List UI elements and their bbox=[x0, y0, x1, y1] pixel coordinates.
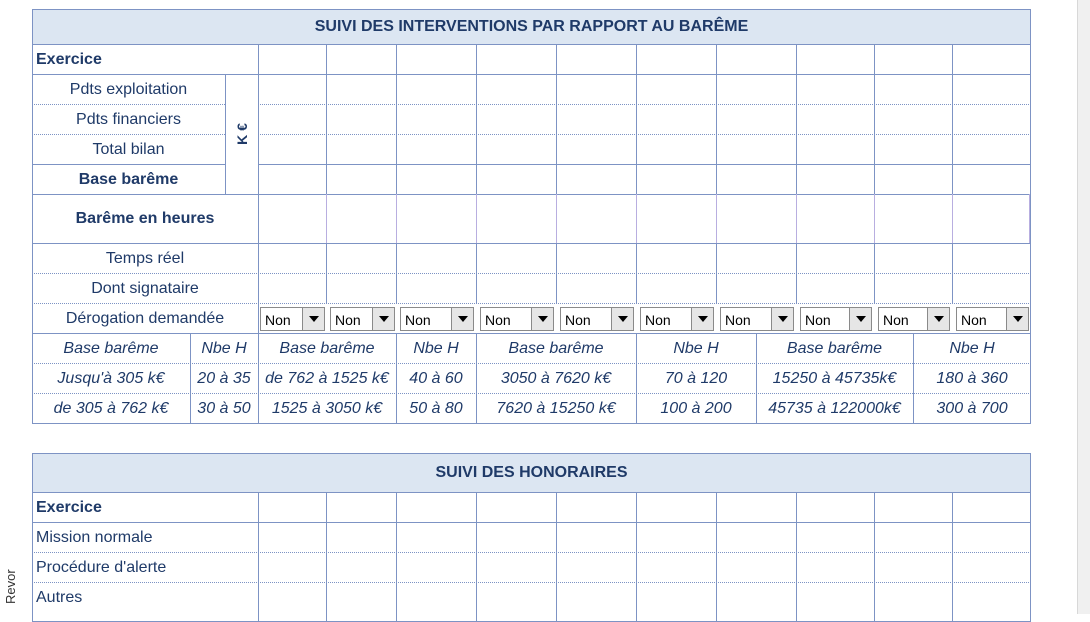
chevron-down-icon[interactable] bbox=[372, 308, 394, 330]
scale-cell: 40 à 60 bbox=[409, 369, 463, 387]
row-label-bareme-heures: Barême en heures bbox=[75, 210, 215, 227]
scale-cell: 1525 à 3050 k€ bbox=[271, 399, 383, 417]
derogation-select-8[interactable]: Non bbox=[800, 307, 872, 331]
scale-cell: 20 à 35 bbox=[197, 369, 251, 387]
scale-cell: Jusqu'à 305 k€ bbox=[57, 369, 165, 387]
row-label-pdts-exploitation: Pdts exploitation bbox=[69, 80, 188, 98]
derogation-select-10[interactable]: Non bbox=[956, 307, 1029, 331]
scale-header: Nbe H bbox=[201, 339, 247, 357]
scale-header: Nbe H bbox=[949, 339, 995, 357]
chevron-down-icon[interactable] bbox=[451, 308, 473, 330]
row-label-derogation: Dérogation demandée bbox=[65, 309, 225, 327]
scale-cell: 45735 à 122000k€ bbox=[768, 399, 901, 417]
scale-header: Base barême bbox=[63, 339, 159, 357]
vertical-scrollbar[interactable] bbox=[1077, 0, 1090, 614]
derogation-select-4[interactable]: Non bbox=[480, 307, 554, 331]
honoraires-autres: Autres bbox=[36, 588, 83, 606]
scale-cell: 50 à 80 bbox=[409, 399, 463, 417]
side-label: Revor bbox=[3, 569, 18, 604]
honoraires-mission-normale: Mission normale bbox=[36, 528, 153, 546]
row-label-exercice: Exercice bbox=[36, 50, 102, 68]
honoraires-exercice: Exercice bbox=[36, 498, 102, 516]
scale-cell: de 762 à 1525 k€ bbox=[265, 369, 389, 387]
derogation-select-6[interactable]: Non bbox=[640, 307, 714, 331]
chevron-down-icon[interactable] bbox=[531, 308, 553, 330]
chevron-down-icon[interactable] bbox=[1006, 308, 1028, 330]
scale-cell: de 305 à 762 k€ bbox=[53, 399, 169, 417]
derogation-select-2[interactable]: Non bbox=[330, 307, 395, 331]
scale-header: Base barême bbox=[279, 339, 375, 357]
scale-header: Nbe H bbox=[413, 339, 459, 357]
derogation-select-1[interactable]: Non bbox=[260, 307, 325, 331]
scale-cell: 300 à 700 bbox=[936, 399, 1008, 417]
scale-cell: 70 à 120 bbox=[664, 369, 728, 387]
derogation-select-5[interactable]: Non bbox=[560, 307, 634, 331]
honoraires-table bbox=[32, 492, 1031, 622]
honoraires-title: SUIVI DES HONORAIRES bbox=[32, 453, 1031, 493]
scale-header: Nbe H bbox=[673, 339, 719, 357]
chevron-down-icon[interactable] bbox=[302, 308, 324, 330]
chevron-down-icon[interactable] bbox=[927, 308, 949, 330]
row-label-dont-signataire: Dont signataire bbox=[91, 279, 199, 297]
scale-header: Base barême bbox=[786, 339, 883, 357]
honoraires-procedure-alerte: Procédure d'alerte bbox=[36, 558, 167, 576]
row-label-temps-reel: Temps réel bbox=[105, 249, 185, 267]
scale-cell: 30 à 50 bbox=[197, 399, 251, 417]
scale-cell: 7620 à 15250 k€ bbox=[496, 399, 616, 417]
derogation-select-9[interactable]: Non bbox=[878, 307, 950, 331]
scale-cell: 15250 à 45735k€ bbox=[772, 369, 897, 387]
interventions-title: SUIVI DES INTERVENTIONS PAR RAPPORT AU BARÊME bbox=[32, 9, 1031, 45]
row-label-base-bareme: Base barême bbox=[78, 170, 179, 188]
derogation-select-7[interactable]: Non bbox=[720, 307, 794, 331]
chevron-down-icon[interactable] bbox=[849, 308, 871, 330]
scale-cell: 100 à 200 bbox=[660, 399, 732, 417]
derogation-select-3[interactable]: Non bbox=[400, 307, 474, 331]
unit-label: K € bbox=[234, 123, 250, 145]
chevron-down-icon[interactable] bbox=[611, 308, 633, 330]
scale-cell: 3050 à 7620 k€ bbox=[500, 369, 612, 387]
scale-header: Base barême bbox=[508, 339, 604, 357]
chevron-down-icon[interactable] bbox=[691, 308, 713, 330]
scale-cell: 180 à 360 bbox=[936, 369, 1008, 387]
row-label-total-bilan: Total bilan bbox=[92, 140, 165, 158]
chevron-down-icon[interactable] bbox=[771, 308, 793, 330]
row-label-pdts-financiers: Pdts financiers bbox=[76, 110, 181, 128]
